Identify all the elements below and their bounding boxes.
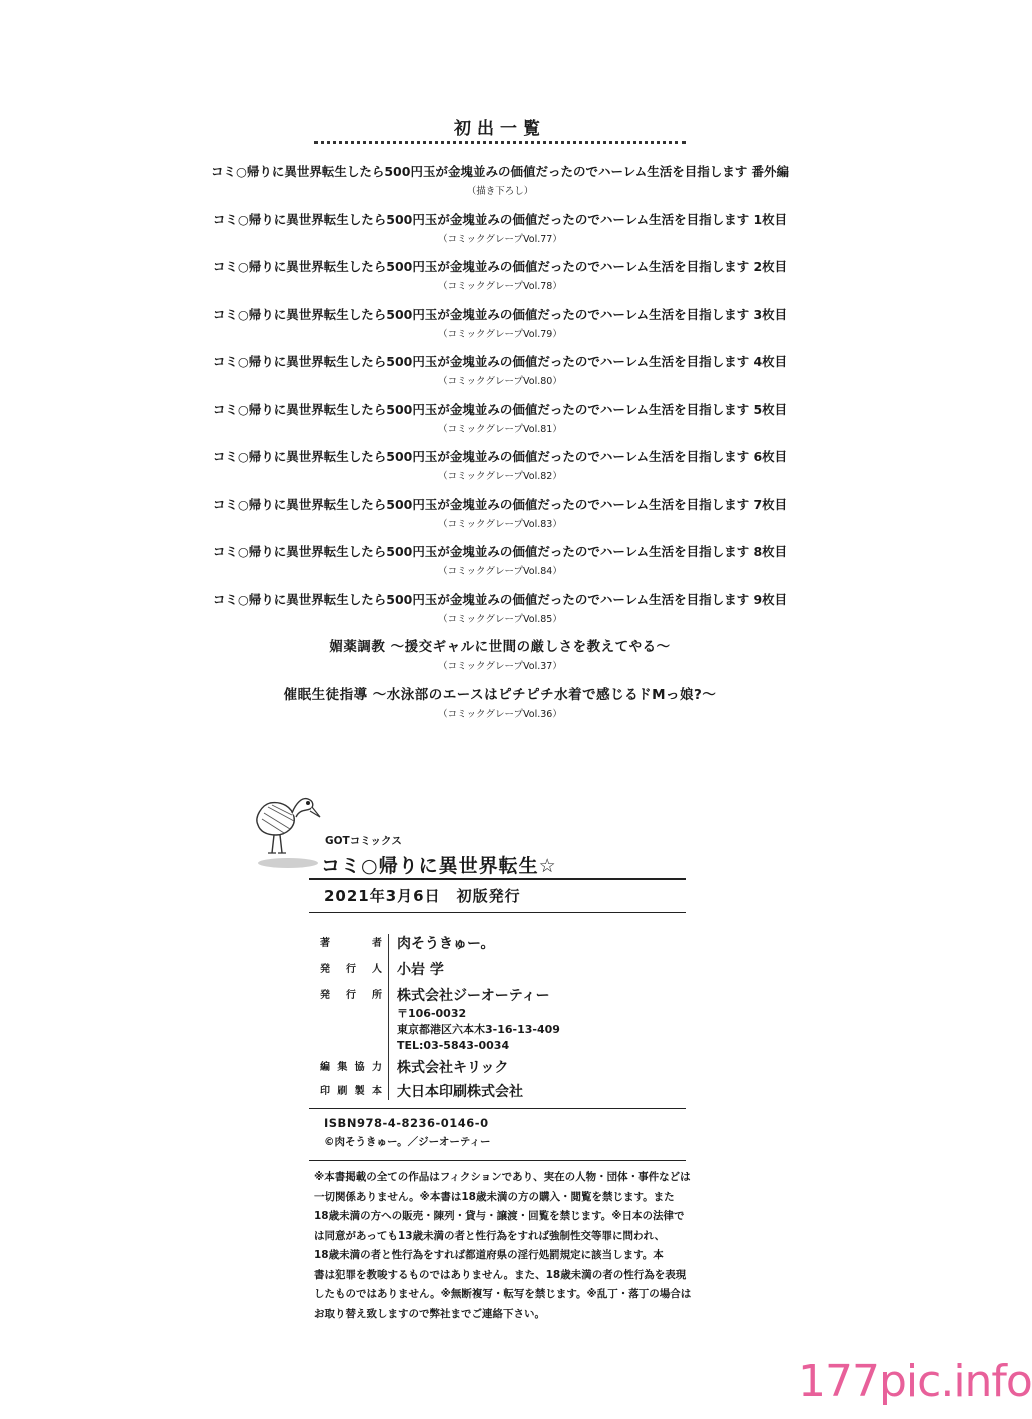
notice-line: したものではありません。※無断複写・転写を禁じます。※乱丁・落丁の場合は <box>314 1288 692 1300</box>
entry-title: コミ○帰りに異世界転生したら500円玉が金塊並みの価値だったのでハーレム生活を目指します 3枚目 <box>212 306 788 322</box>
list-item <box>0 445 1000 493</box>
list-item <box>0 255 1000 303</box>
credit-label: 発行人 <box>320 964 382 975</box>
legal-notice <box>314 1168 690 1324</box>
book-title: コミ○帰りに異世界転生☆ <box>321 855 557 877</box>
entry-title: コミ○帰りに異世界転生したら500円玉が金塊並みの価値だったのでハーレム生活を目指します 5枚目 <box>212 401 788 417</box>
entry-source: （コミックグレープVol.80） <box>438 376 562 387</box>
entry-source: （コミックグレープVol.37） <box>438 661 562 672</box>
entry-title: コミ○帰りに異世界転生したら500円玉が金塊並みの価値だったのでハーレム生活を目指します 番外編 <box>210 164 790 179</box>
credit-value: 小岩 学 <box>397 962 444 978</box>
credit-value: 株式会社キリック <box>397 1060 509 1076</box>
notice-line: 18歳未満の者と性行為をすれば都道府県の淫行処罰規定に該当します。本 <box>314 1249 664 1261</box>
entry-title: コミ○帰りに異世界転生したら500円玉が金塊並みの価値だったのでハーレム生活を目指します 4枚目 <box>212 354 788 369</box>
entry-title: 催眠生徒指導 ～水泳部のエースはピチピチ水着で感じるドMっ娘?～ <box>283 686 717 703</box>
entry-source: （コミックグレープVol.83） <box>438 518 562 530</box>
list-item <box>0 208 1000 256</box>
entry-source: （コミックグレープVol.79） <box>438 328 562 340</box>
watermark: 177pic.info <box>798 1356 1032 1407</box>
notice-line: 書は犯罪を教唆するものではありません。また、18歳未満の者の性行為を表現 <box>314 1268 687 1281</box>
credit-label: 発行所 <box>320 990 382 1001</box>
entry-title: コミ○帰りに異世界転生したら500円玉が金塊並みの価値だったのでハーレム生活を目指します 7枚目 <box>212 496 788 512</box>
divider <box>309 912 686 913</box>
notice-line: お取り替え致しますので弊社までご連絡下さい。 <box>314 1307 545 1320</box>
notice-line: 18歳未満の方への販売・陳列・貸与・譲渡・回覧を禁じます。※日本の法律で <box>314 1210 685 1222</box>
list-item <box>0 635 1000 683</box>
credit-label: 著 者 <box>320 938 382 949</box>
list-item <box>0 683 1000 731</box>
dotted-divider <box>314 141 686 144</box>
entry-source: （コミックグレープVol.81） <box>438 423 562 435</box>
entry-title: コミ○帰りに異世界転生したら500円玉が金塊並みの価値だったのでハーレム生活を目指します 8枚目 <box>212 544 788 559</box>
divider <box>309 878 686 880</box>
postal-code: 〒106-0032 <box>397 1007 467 1020</box>
first-publication-title: 初出一覧 <box>454 119 546 139</box>
entry-source: （コミックグレープVol.84） <box>438 566 562 577</box>
entry-source: （コミックグレープVol.82） <box>438 471 562 482</box>
list-item <box>0 350 1000 398</box>
credit-label: 印刷製本 <box>320 1086 382 1097</box>
address: 東京都港区六本木3-16-13-409 <box>397 1023 560 1036</box>
first-publication-list <box>0 160 1000 730</box>
credit-value: 大日本印刷株式会社 <box>397 1084 523 1100</box>
notice-line: は同意があっても13歳未満の者と性行為をすれば強制性交等罪に問われ、 <box>314 1229 666 1242</box>
list-item <box>0 493 1000 541</box>
entry-title: コミ○帰りに異世界転生したら500円玉が金塊並みの価値だったのでハーレム生活を目指します 6枚目 <box>212 449 788 464</box>
divider <box>309 1108 686 1109</box>
telephone: TEL:03-5843-0034 <box>397 1039 510 1052</box>
list-item <box>0 540 1000 588</box>
entry-source: （描き下ろし） <box>466 186 534 197</box>
divider <box>309 1160 686 1161</box>
entry-title: コミ○帰りに異世界転生したら500円玉が金塊並みの価値だったのでハーレム生活を目指します 2枚目 <box>212 259 788 274</box>
entry-title: コミ○帰りに異世界転生したら500円玉が金塊並みの価値だったのでハーレム生活を目指します 9枚目 <box>212 591 788 607</box>
notice-line: 一切関係ありません。※本書は18歳未満の方の購入・閲覧を禁じます。また <box>314 1190 675 1203</box>
list-item <box>0 398 1000 446</box>
entry-source: （コミックグレープVol.36） <box>438 708 562 720</box>
list-item <box>0 303 1000 351</box>
credit-value: 株式会社ジーオーティー <box>397 988 550 1004</box>
list-item <box>0 160 1000 208</box>
imprint-label: GOTコミックス <box>325 835 402 847</box>
entry-source: （コミックグレープVol.77） <box>438 233 562 245</box>
bird-logo-icon <box>252 791 322 871</box>
notice-line: ※本書掲載の全ての作品はフィクションであり、実在の人物・団体・事件などは <box>314 1171 691 1183</box>
credit-value: 肉そうきゅー。 <box>397 936 495 952</box>
entry-source: （コミックグレープVol.85） <box>438 613 562 625</box>
credit-label: 編集協力 <box>320 1062 382 1073</box>
list-item <box>0 588 1000 636</box>
publication-date: 2021年3月6日 初版発行 <box>324 887 521 905</box>
entry-source: （コミックグレープVol.78） <box>438 281 562 292</box>
isbn: ISBN978-4-8236-0146-0 <box>324 1116 489 1130</box>
copyright: ©肉そうきゅー。／ジーオーティー <box>324 1136 491 1148</box>
entry-title: コミ○帰りに異世界転生したら500円玉が金塊並みの価値だったのでハーレム生活を目指します 1枚目 <box>212 211 788 227</box>
entry-title: 媚薬調教 ～援交ギャルに世間の厳しさを教えてやる～ <box>329 639 671 655</box>
credits-separator <box>388 934 389 1100</box>
